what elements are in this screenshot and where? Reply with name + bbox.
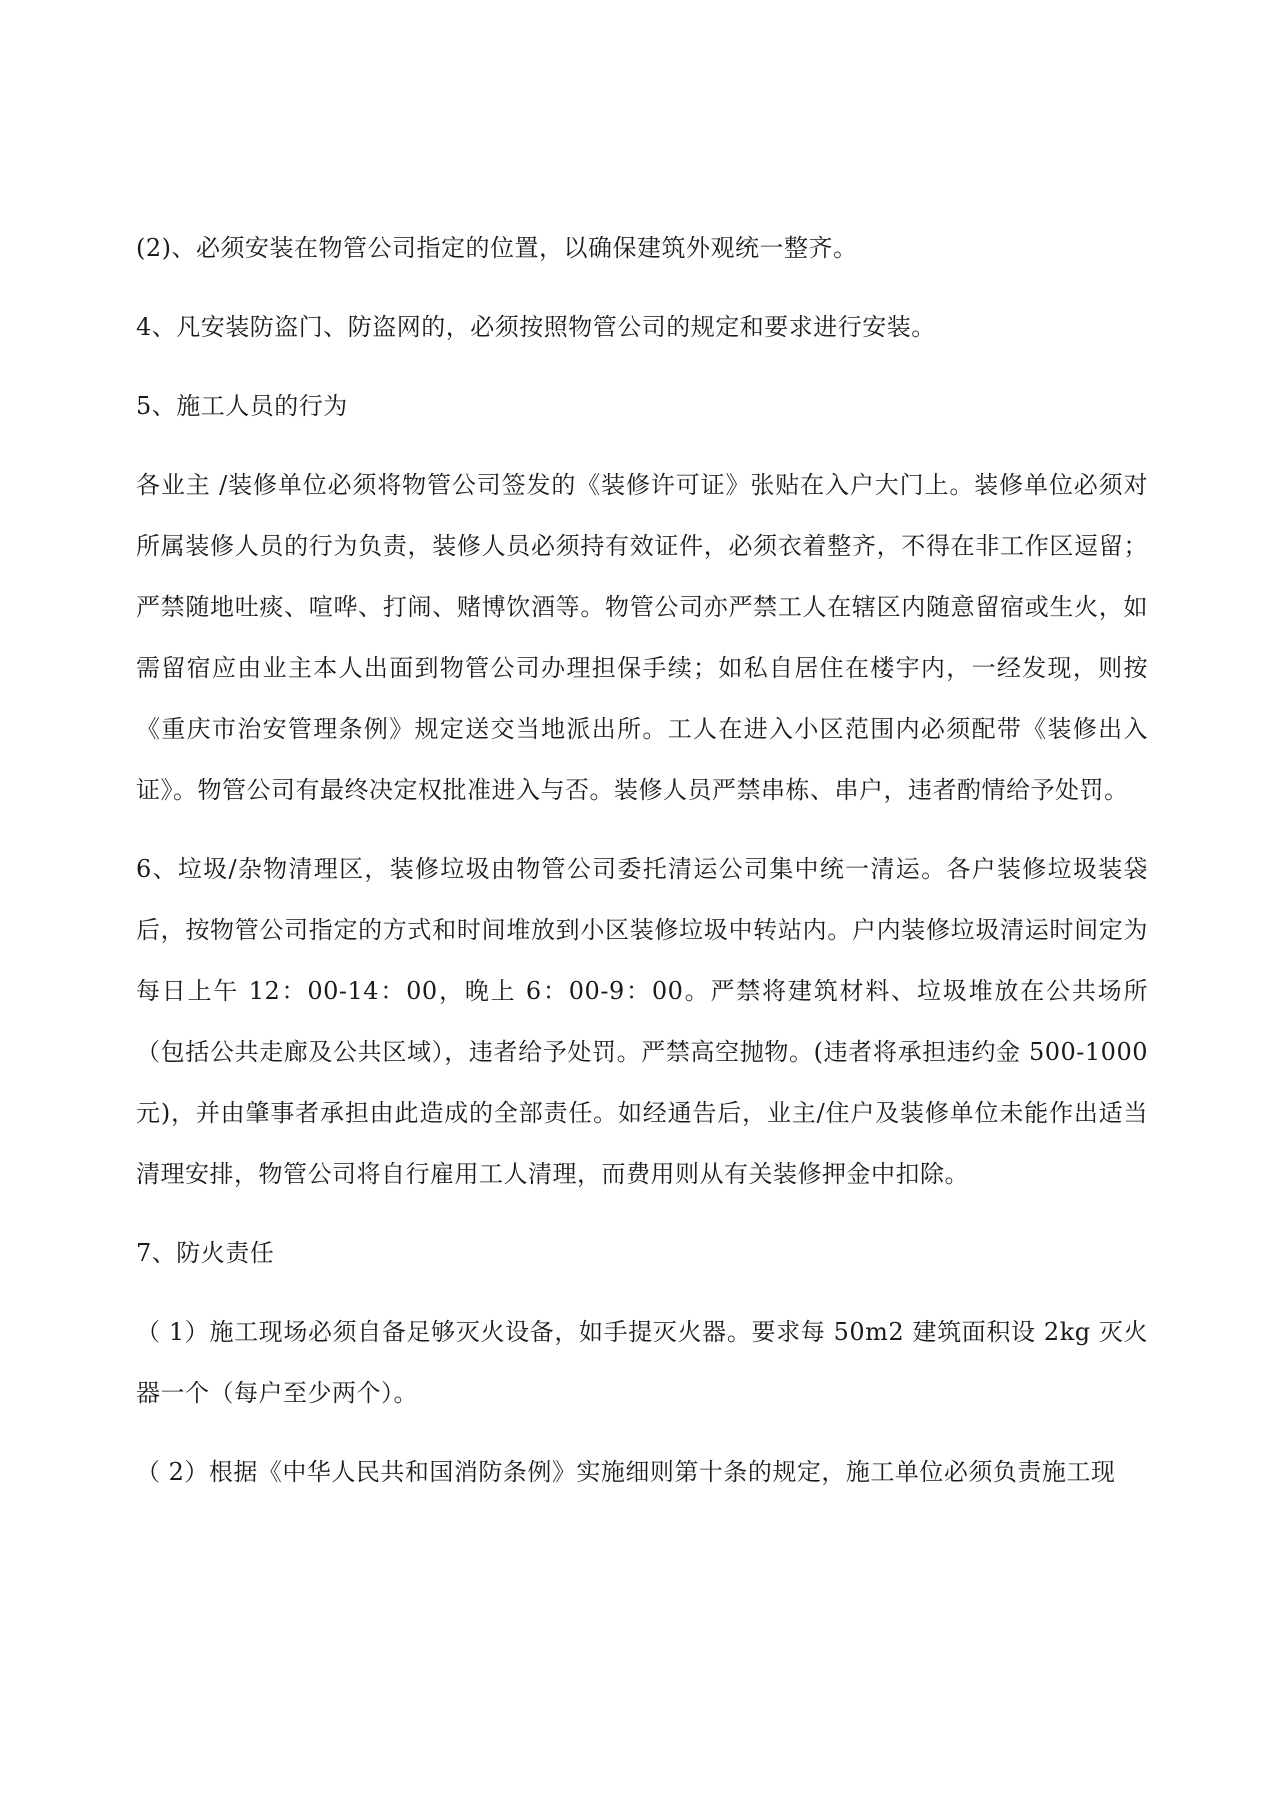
paragraph-item-2-installation-position: (2)、必须安装在物管公司指定的位置，以确保建筑外观统一整齐。 <box>136 234 858 262</box>
document-page <box>136 218 1148 1503</box>
paragraph-worker-behavior: 各业主 /装修单位必须将物管公司签发的《装修许可证》张贴在入户大门上。装修单位必须对所属装修人员的行为负责，装修人员必须持有效证件，必须衣着整齐，不得在非工作区逗留；严禁随地吐痰、喧哗、打闹、赌博饮酒等。物管公司亦严禁工人在辖区内随意留宿或生火，如需留宿应由业主本人出面到物管公司办理担保手续；如私自居住在楼宇内，一经发现，则按《重庆市治安管理条例》规定送交当地派出所。工人在进入小区范围内必须配带《装修出入证》。物管公司有最终决定权批准进入与否。装修人员严禁串栋、串户，违者酌情给予处罚。 <box>136 471 1148 804</box>
paragraph-garbage-cleanup: 6、垃圾/杂物清理区，装修垃圾由物管公司委托清运公司集中统一清运。各户装修垃圾装袋后，按物管公司指定的方式和时间堆放到小区装修垃圾中转站内。户内装修垃圾清运时间定为每日上午 12：00-14：00，晚上 6：00-9：00。严禁将建筑材料、垃圾堆放在公共场所（包括公共走廊及公共区域），违者给予处罚。严禁高空抛物。(违者将承担违约金 500-1000 元)，并由肇事者承担由此造成的全部责任。如经通告后，业主/住户及装修单位未能作出适当清理安排，物管公司将自行雇用工人清理，而费用则从有关装修押金中扣除。 <box>136 855 1148 1188</box>
paragraph-fire-item-2: （ 2）根据《中华人民共和国消防条例》实施细则第十条的规定，施工单位必须负责施工现 <box>136 1458 1116 1486</box>
paragraph-fire-item-1: （ 1）施工现场必须自备足够灭火设备，如手提灭火器。要求每 50m2 建筑面积设 2kg 灭火器一个（每户至少两个）。 <box>136 1318 1148 1407</box>
section-heading-fire-responsibility: 7、防火责任 <box>136 1239 275 1267</box>
paragraph-item-4-anti-theft-installation: 4、凡安装防盗门、防盗网的，必须按照物管公司的规定和要求进行安装。 <box>136 313 936 341</box>
section-heading-worker-behavior: 5、施工人员的行为 <box>136 392 348 420</box>
